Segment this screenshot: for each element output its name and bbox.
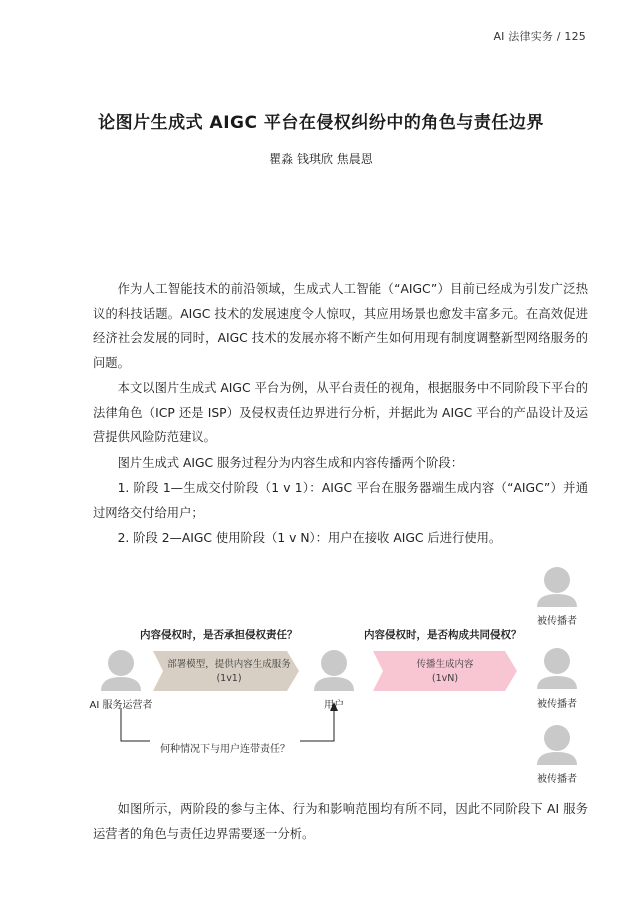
operator-label: AI 服务运营者: [89, 700, 153, 711]
aigc-stage-diagram: [0, 560, 642, 790]
user-label: 用户: [324, 700, 344, 711]
recipient-person-icon: [537, 648, 577, 689]
stage1-arrow-label: 部署模型，提供内容生成服务 (1v1): [167, 659, 291, 684]
recipient-person-icon: [537, 567, 577, 607]
user-person-icon: [314, 650, 354, 691]
stage2-arrow-label: 传播生成内容 (1vN): [416, 659, 474, 684]
paragraph-3: 图片生成式 AIGC 服务过程分为内容生成和内容传播两个阶段：: [117, 455, 463, 470]
stage2-question: 内容侵权时，是否构成共同侵权？: [364, 629, 522, 641]
closing-text: [93, 797, 588, 847]
running-head: AI 法律实务 / 125: [493, 30, 586, 43]
recipient-person-icon: [537, 725, 577, 765]
article-authors: 瞿淼 钱琪欣 焦晨恩: [269, 152, 373, 166]
list-item-stage-2: 2. 阶段 2—AIGC 使用阶段（1 v N）：用户在接收 AIGC 后进行使用。: [117, 531, 502, 545]
paragraph-2: 本文以图片生成式 AIGC 平台为例，从平台责任的视角，根据服务中不同阶段下平台的法律角色（ICP 还是 ISP）及侵权责任边界进行分析，并据此为 AIGC 平台的产品设计及运营提供风险防范建议。: [93, 381, 588, 444]
recipient-label: 被传播者: [537, 774, 577, 785]
article-title: 论图片生成式 AIGC 平台在侵权纠纷中的角色与责任边界: [98, 113, 544, 133]
paragraph-1: 作为人工智能技术的前沿领域，生成式人工智能（“AIGC”）目前已经成为引发广泛热议的科技话题。AIGC 技术的发展速度令人惊叹，其应用场景也愈发丰富多元。在高效促进经济社会发展的同时，AIGC 技术的发展亦将不断产生如何用现有制度调整新型网络服务的问题。: [93, 282, 588, 370]
joint-liability-question: 何种情况下与用户连带责任？: [150, 740, 300, 755]
operator-person-icon: [101, 650, 141, 691]
intro-text: [93, 277, 588, 552]
stage1-question: 内容侵权时，是否承担侵权责任？: [140, 629, 298, 641]
joint-liability-connector: [121, 708, 334, 741]
recipient-label: 被传播者: [537, 616, 577, 627]
diagram-graphics: [0, 560, 642, 790]
recipient-label: 被传播者: [537, 699, 577, 710]
list-item-stage-1: 1. 阶段 1—生成交付阶段（1 v 1）：AIGC 平台在服务器端生成内容（“AIGC”）并通过网络交付给用户；: [93, 481, 588, 520]
closing-paragraph: 如图所示，两阶段的参与主体、行为和影响范围均有所不同，因此不同阶段下 AI 服务运营者的角色与责任边界需要逐一分析。: [93, 802, 588, 841]
